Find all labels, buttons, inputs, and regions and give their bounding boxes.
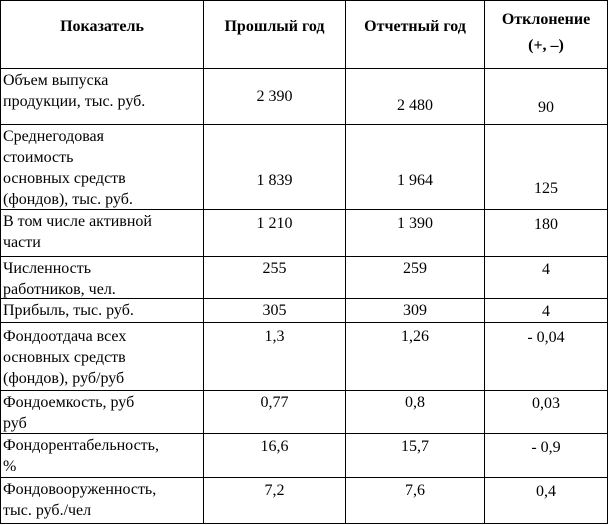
row-dev: 180 bbox=[534, 216, 558, 233]
header-indicator: Показатель bbox=[60, 18, 144, 35]
row-curr: 1 390 bbox=[397, 215, 433, 232]
row-name: Объем выпуска продукции, тыс. руб. bbox=[3, 72, 146, 110]
row-name: Прибыль, тыс. руб. bbox=[3, 302, 134, 319]
row-dev: 90 bbox=[538, 99, 554, 116]
row-dev: - 0,9 bbox=[531, 439, 561, 456]
row-curr: 1 964 bbox=[397, 172, 433, 189]
row-curr: 309 bbox=[403, 302, 427, 319]
row-curr: 15,7 bbox=[401, 438, 429, 455]
row-name: Фондоотдача всех основных средств (фондов), руб/руб bbox=[3, 328, 127, 387]
header-report-year: Отчетный год bbox=[364, 18, 466, 35]
row-dev: 125 bbox=[534, 180, 558, 197]
row-curr: 1,26 bbox=[401, 328, 429, 345]
row-prev: 2 390 bbox=[256, 88, 293, 105]
row-prev: 1 210 bbox=[256, 215, 293, 232]
row-name: Фондоемкость, руб руб bbox=[3, 394, 135, 432]
header-deviation: Отклонение (+, –) bbox=[501, 11, 591, 54]
row-prev: 7,2 bbox=[264, 482, 285, 499]
header-prev-year: Прошлый год bbox=[224, 18, 325, 35]
row-dev: 4 bbox=[542, 261, 550, 278]
row-curr: 7,6 bbox=[405, 482, 425, 499]
row-name: В том числе активной части bbox=[3, 213, 152, 251]
row-name: Фондорентабельность, % bbox=[3, 437, 159, 475]
row-curr: 0,8 bbox=[405, 394, 425, 411]
row-prev: 1,3 bbox=[264, 328, 285, 345]
row-curr: 259 bbox=[403, 260, 427, 277]
row-dev: 4 bbox=[542, 303, 550, 320]
row-prev: 16,6 bbox=[260, 438, 289, 455]
row-prev: 0,77 bbox=[260, 394, 289, 411]
row-dev: 0,4 bbox=[536, 483, 556, 500]
row-curr: 2 480 bbox=[397, 97, 433, 114]
row-name: Численность работников, чел. bbox=[3, 260, 116, 298]
row-dev: - 0,04 bbox=[527, 329, 565, 346]
row-name: Фондовооруженность, тыс. руб./чел bbox=[3, 481, 157, 519]
row-prev: 305 bbox=[262, 302, 287, 319]
row-name: Среднегодовая стоимость основных средств (фондов), тыс. руб. bbox=[3, 128, 133, 208]
row-prev: 255 bbox=[262, 260, 287, 277]
row-prev: 1 839 bbox=[256, 172, 293, 189]
row-dev: 0,03 bbox=[532, 395, 560, 412]
